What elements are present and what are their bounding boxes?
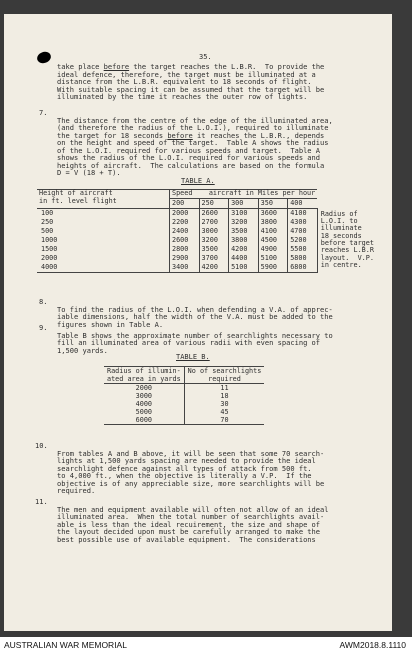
radius-cell: 5000 [135, 408, 153, 416]
radius-cell: 3800 [229, 236, 259, 245]
radius-cell: 5100 [258, 254, 288, 263]
speed-header: 200 [170, 198, 200, 208]
radius-cell: 5500 [288, 245, 318, 254]
radius-cell: 2400 [170, 227, 200, 236]
radius-cell: 3200 [199, 236, 229, 245]
para-line: able is less than the ideal recuirement, the size and shape of [57, 519, 321, 529]
radius-cell: 2600 [199, 208, 229, 218]
para-line: The distance from the centre of the edge of the illuminated area, [57, 115, 333, 125]
table-row [104, 400, 264, 408]
radius-cell: 4900 [258, 245, 288, 254]
radius-cell: 4700 [288, 227, 318, 236]
footer-bar [0, 637, 412, 653]
lights-cell: 70 [184, 416, 264, 425]
para-line: on the height and speed of the target. Table A shows the radius [57, 138, 329, 147]
para-line: (and therefore the radius of the L.O.I.), required to illuminate [57, 123, 329, 132]
radius-cell: 4100 [258, 227, 288, 236]
radius-cell: 3000 [135, 392, 153, 400]
radius-cell: 3100 [229, 208, 259, 218]
intro-line: With suitable spacing it can be assumed that the target will be [57, 84, 325, 94]
radius-cell: 4200 [229, 245, 259, 254]
para-line: From tables A and B above, it will be seen that some 70 search- [57, 448, 325, 458]
radius-cell: 4200 [199, 263, 229, 273]
table-a-side-note: Radius of L.O.I. to illuminate 18 seconds before target reaches L.B.R layout. V.P. in centre. [317, 208, 376, 272]
document-page [4, 14, 392, 631]
para-line: objective is of any appreciable size, more searchlights will be [57, 478, 325, 488]
lights-cell: 30 [184, 400, 264, 408]
radius-cell: 3500 [229, 227, 259, 236]
lights-cell: 45 [184, 408, 264, 416]
intro-line: distance from the L.B.R. equivalent to 18 seconds of flight. [57, 77, 312, 86]
para-line: shows the radius of the L.O.I. required for various speeds and [57, 153, 321, 162]
height-cell: 2000 [41, 253, 58, 262]
footer-institution: AUSTRALIAN WAR MEMORIAL [4, 640, 127, 650]
paragraph-7 [57, 109, 333, 177]
table-b-radius-header: Radius of illumin- ated area in yards [104, 367, 184, 384]
radius-cell: 4500 [258, 236, 288, 245]
paragraph-11 [57, 498, 329, 543]
radius-cell: 2000 [135, 384, 153, 392]
para-line: of the L.O.I. required for various speeds and target. Table A [57, 145, 321, 155]
lights-cell: 18 [184, 392, 264, 400]
para-line: heights of aircraft. The calculations are based on the formula [57, 160, 325, 170]
speed-header: 350 [258, 198, 288, 208]
radius-cell: 4100 [288, 208, 318, 218]
radius-cell: 2800 [170, 245, 200, 254]
radius-cell: 2000 [170, 208, 200, 218]
table-b-lights-header: No of searchlights required [184, 367, 264, 384]
paragraph-9 [57, 324, 333, 354]
table-row [104, 408, 264, 416]
radius-cell: 4000 [135, 400, 153, 408]
radius-cell: 2900 [170, 254, 200, 263]
paragraph-number: 7. [39, 108, 48, 117]
radius-cell: 6800 [288, 263, 318, 273]
radius-cell: 4400 [229, 254, 259, 263]
page-number: 35. [199, 53, 212, 61]
radius-cell: 3500 [199, 245, 229, 254]
lights-cell: 11 [184, 384, 264, 393]
paragraph-number: 8. [39, 297, 48, 306]
height-cell: 1500 [41, 244, 58, 253]
radius-cell: 2700 [199, 218, 229, 227]
height-cell: 1000 [41, 235, 58, 244]
table-row [104, 416, 264, 425]
paragraph-number: 9. [39, 323, 48, 332]
radius-cell: 6000 [104, 416, 184, 425]
para-line: iable dimensions, half the width of the V.A. must be added to the [57, 312, 333, 321]
para-line: figures shown in Table A. [57, 319, 164, 329]
para-line: fill an illuminated area of various radii with even spacing of [57, 338, 321, 347]
para-line: lights at 1,500 yards spacing are needed to provide the ideal [57, 456, 316, 465]
intro-line: ideal defence, therefore, the target must be illuminated at a [57, 69, 316, 79]
paragraph-number: 10. [35, 441, 48, 450]
para-line: searchlight defence against all types of attack from 500 ft. [57, 463, 312, 473]
radius-cell: 5100 [229, 263, 259, 273]
radius-cell: 3600 [258, 208, 288, 218]
para-line: required. [57, 486, 96, 495]
intro-line: illuminated by the time it reaches the outer row of lights. [57, 92, 308, 101]
para-line: best possible use of available equipment. The considerations [57, 534, 316, 544]
paragraph-number: 11. [35, 497, 48, 506]
para-line: the target for 18 seconds before it reaches the L.B.R., depends [57, 130, 325, 140]
height-cell: 100 [41, 208, 54, 217]
para-line: to 4,000 ft., when the objective is literally a V.P. If the [57, 471, 312, 480]
footer-accession-number: AWM2018.8.1110 [339, 640, 406, 650]
radius-cell: 3800 [258, 218, 288, 227]
height-cell: 250 [41, 217, 54, 226]
table-row [37, 208, 376, 218]
speed-header: 300 [229, 198, 259, 208]
radius-cell: 5900 [258, 263, 288, 273]
para-line: The men and equipment available will often not allow of an ideal [57, 504, 329, 514]
speed-header: 400 [288, 198, 318, 208]
radius-cell: 2600 [170, 236, 200, 245]
table-a-caption: TABLE A. [181, 177, 215, 185]
radius-cell: 3200 [229, 218, 259, 227]
table-row [104, 392, 264, 400]
table-row [104, 384, 264, 393]
radius-cell: 4300 [288, 218, 318, 227]
table-a-height-header: Height of aircraft in ft. level flight [37, 190, 170, 209]
para-line: To find the radius of the L.O.I. when defending a V.A. of apprec- [57, 304, 333, 314]
punch-hole [36, 50, 53, 65]
para-line: the layout decided upon must be carefully arranged to make the [57, 527, 321, 536]
table-a [37, 189, 376, 273]
table-a-speed-header: Speed aircraft in Miles per hour [170, 190, 318, 199]
para-line: Table B shows the approximate number of searchlights necessary to [57, 330, 333, 340]
radius-cell: 3400 [170, 263, 200, 273]
radius-cell: 5800 [288, 254, 318, 263]
paragraph-10 [57, 442, 324, 495]
radius-cell: 3000 [199, 227, 229, 236]
para-line: D = V (18 + T). [57, 168, 121, 177]
para-line: 1,500 yards. [57, 345, 108, 355]
height-cell: 4000 [37, 263, 170, 273]
height-cell: 500 [41, 226, 54, 235]
radius-cell: 5200 [288, 236, 318, 245]
table-b-caption: TABLE B. [176, 353, 210, 361]
speed-header: 250 [199, 198, 229, 208]
radius-cell: 2200 [170, 218, 200, 227]
table-b [104, 366, 264, 425]
para-line: illuminated area. When the total number of searchlights avail- [57, 512, 325, 521]
radius-cell: 3700 [199, 254, 229, 263]
intro-line: take place before the target reaches the L.B.R. To provide the [57, 62, 325, 71]
